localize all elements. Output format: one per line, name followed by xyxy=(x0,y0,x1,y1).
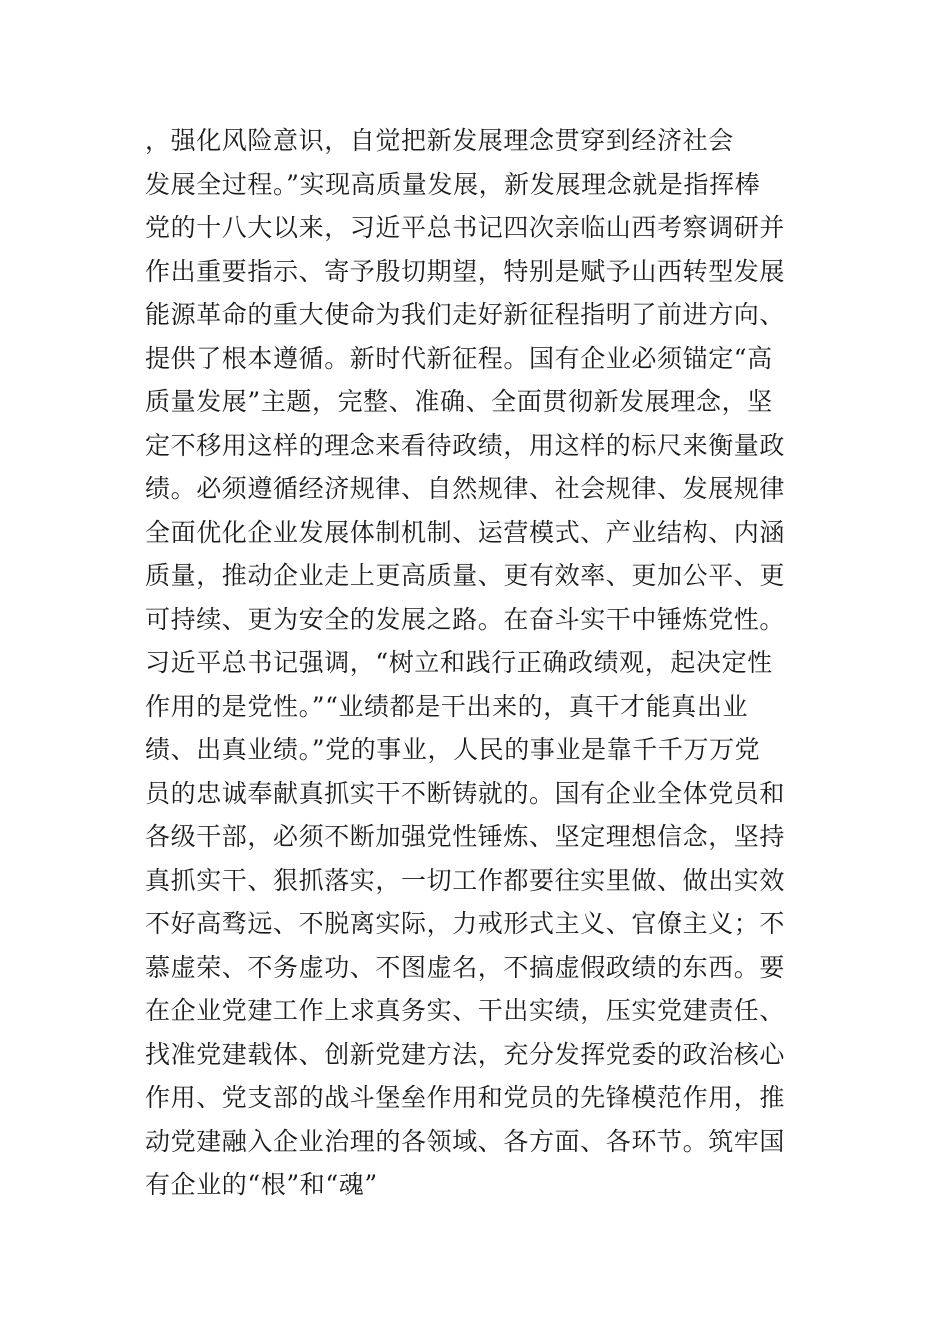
text-line-8: 定不移用这样的理念来看待政绩，用这样的标尺来衡量政 xyxy=(145,430,786,460)
text-line-16: 员的忠诚奉献真抓实干不断铸就的。国有企业全体党员和 xyxy=(145,778,786,808)
text-line-3: 党的十八大以来，习近平总书记四次亲临山西考察调研并 xyxy=(145,213,786,242)
text-line-14: 作用的是党性。”“业绩都是干出来的，真干才能真出业 xyxy=(145,691,749,721)
text-line-1: ，强化风险意识，自觉把新发展理念贯穿到经济社会 xyxy=(145,126,734,155)
text-line-25: 有企业的“根”和“魂” xyxy=(145,1170,378,1199)
text-line-18: 真抓实干、狠抓落实，一切工作都要往实里做、做出实效 xyxy=(145,865,786,895)
text-line-5: 能源革命的重大使命为我们走好新征程指明了前进方向、 xyxy=(145,300,786,329)
text-line-17: 各级干部，必须不断加强党性锤炼、坚定理想信念，坚持 xyxy=(145,822,786,851)
text-line-6: 提供了根本遵循。新时代新征程。国有企业必须锚定“高 xyxy=(145,343,773,373)
text-line-24: 动党建融入企业治理的各领域、各方面、各环节。筑牢国 xyxy=(145,1126,786,1156)
text-line-15: 绩、出真业绩。”党的事业，人民的事业是靠千千万万党 xyxy=(145,735,761,764)
text-line-21: 在企业党建工作上求真务实、干出实绩，压实党建责任、 xyxy=(145,996,786,1025)
text-line-2: 发展全过程。”实现高质量发展，新发展理念就是指挥棒 xyxy=(145,169,761,199)
text-line-23: 作用、党支部的战斗堡垒作用和党员的先锋模范作用，推 xyxy=(145,1083,786,1112)
text-line-9: 绩。必须遵循经济规律、自然规律、社会规律、发展规律 xyxy=(145,474,786,503)
text-line-20: 慕虚荣、不务虚功、不图虚名，不搞虚假政绩的东西。要 xyxy=(145,952,786,982)
text-line-7: 质量发展”主题，完整、准确、全面贯彻新发展理念，坚 xyxy=(145,387,773,416)
text-line-11: 质量，推动企业走上更高质量、更有效率、更加公平、更 xyxy=(145,561,786,590)
text-line-10: 全面优化企业发展体制机制、运营模式、产业结构、内涵 xyxy=(145,517,786,547)
body-text xyxy=(145,119,815,1207)
text-line-22: 找准党建载体、创新党建方法，充分发挥党委的政治核心 xyxy=(145,1039,786,1069)
text-line-19: 不好高骛远、不脱离实际，力戒形式主义、官僚主义；不 xyxy=(145,909,786,938)
text-line-12: 可持续、更为安全的发展之路。在奋斗实干中锤炼党性。 xyxy=(145,604,786,634)
text-line-13: 习近平总书记强调，“树立和践行正确政绩观，起决定性 xyxy=(145,648,773,677)
text-line-4: 作出重要指示、寄予殷切期望，特别是赋予山西转型发展 xyxy=(145,256,786,286)
